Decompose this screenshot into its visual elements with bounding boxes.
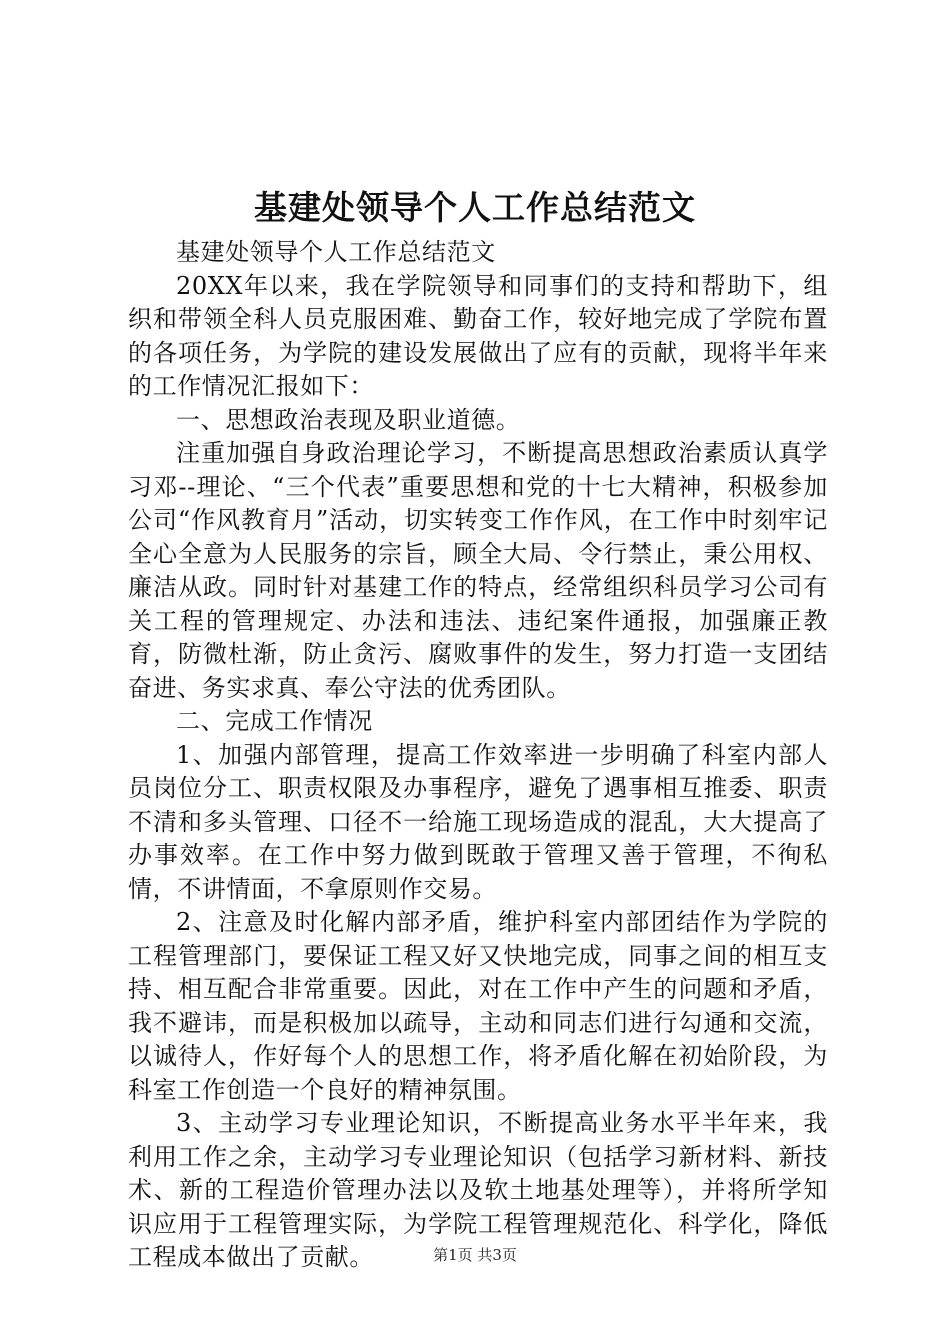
document-title: 基建处领导个人工作总结范文 — [254, 188, 696, 227]
paragraph-item-2: 2、注意及时化解内部矛盾，维护科室内部团结作为学院的工程管理部门，要保证工程又好又快地完成，同事之间的相互支持、相互配合非常重要。因此，对在工作中产生的问题和矛盾，我不避讳，而是积极加以疏导，主动和同志们进行勾通和交流，以诚待人，作好每个人的思想工作，将矛盾化解在初始阶段，为科室工作创造一个良好的精神氛围。 — [128, 908, 828, 1104]
paragraph-item-3: 3、主动学习专业理论知识，不断提高业务水平半年来，我利用工作之余，主动学习专业理论知识（包括学习新材料、新技术、新的工程造价管理办法以及软土地基处理等），并将所学知识应用于工程管理实际，为学院工程管理规范化、科学化，降低工程成本做出了贡献。 — [128, 1109, 828, 1271]
section-heading-2: 二、完成工作情况 — [176, 707, 373, 735]
paragraph-subtitle: 基建处领导个人工作总结范文 — [176, 238, 496, 266]
section-heading-1: 一、思想政治表现及职业道德。 — [176, 405, 521, 434]
paragraph-political: 注重加强自身政治理论学习，不断提高思想政治素质认真学习邓--理论、“三个代表”重要思想和党的十七大精神，积极参加公司“作风教育月”活动，切实转变工作作风，在工作中时刻牢记全心全意为人民服务的宗旨，顾全大局、令行禁止，秉公用权、廉洁从政。同时针对基建工作的特点，经常组织科员学习公司有关工程的管理规定、办法和违法、违纪案件通报，加强廉正教育，防微杜渐，防止贪污、腐败事件的发生，努力打造一支团结奋进、务实求真、奉公守法的优秀团队。 — [128, 439, 828, 702]
document-body — [128, 236, 828, 1275]
page-number-footer: 第1页 共3页 — [433, 1246, 517, 1264]
paragraph-intro: 20XX年以来，我在学院领导和同事们的支持和帮助下，组织和带领全科人员克服困难、勤奋工作，较好地完成了学院布置的各项任务，为学院的建设发展做出了应有的贡献，现将半年来的工作情况汇报如下： — [128, 271, 828, 400]
paragraph-item-1: 1、加强内部管理，提高工作效率进一步明确了科室内部人员岗位分工、职责权限及办事程序，避免了遇事相互推委、职责不清和多头管理、口径不一给施工现场造成的混乱，大大提高了办事效率。在工作中努力做到既敢于管理又善于管理，不徇私情，不讲情面，不拿原则作交易。 — [128, 740, 828, 903]
